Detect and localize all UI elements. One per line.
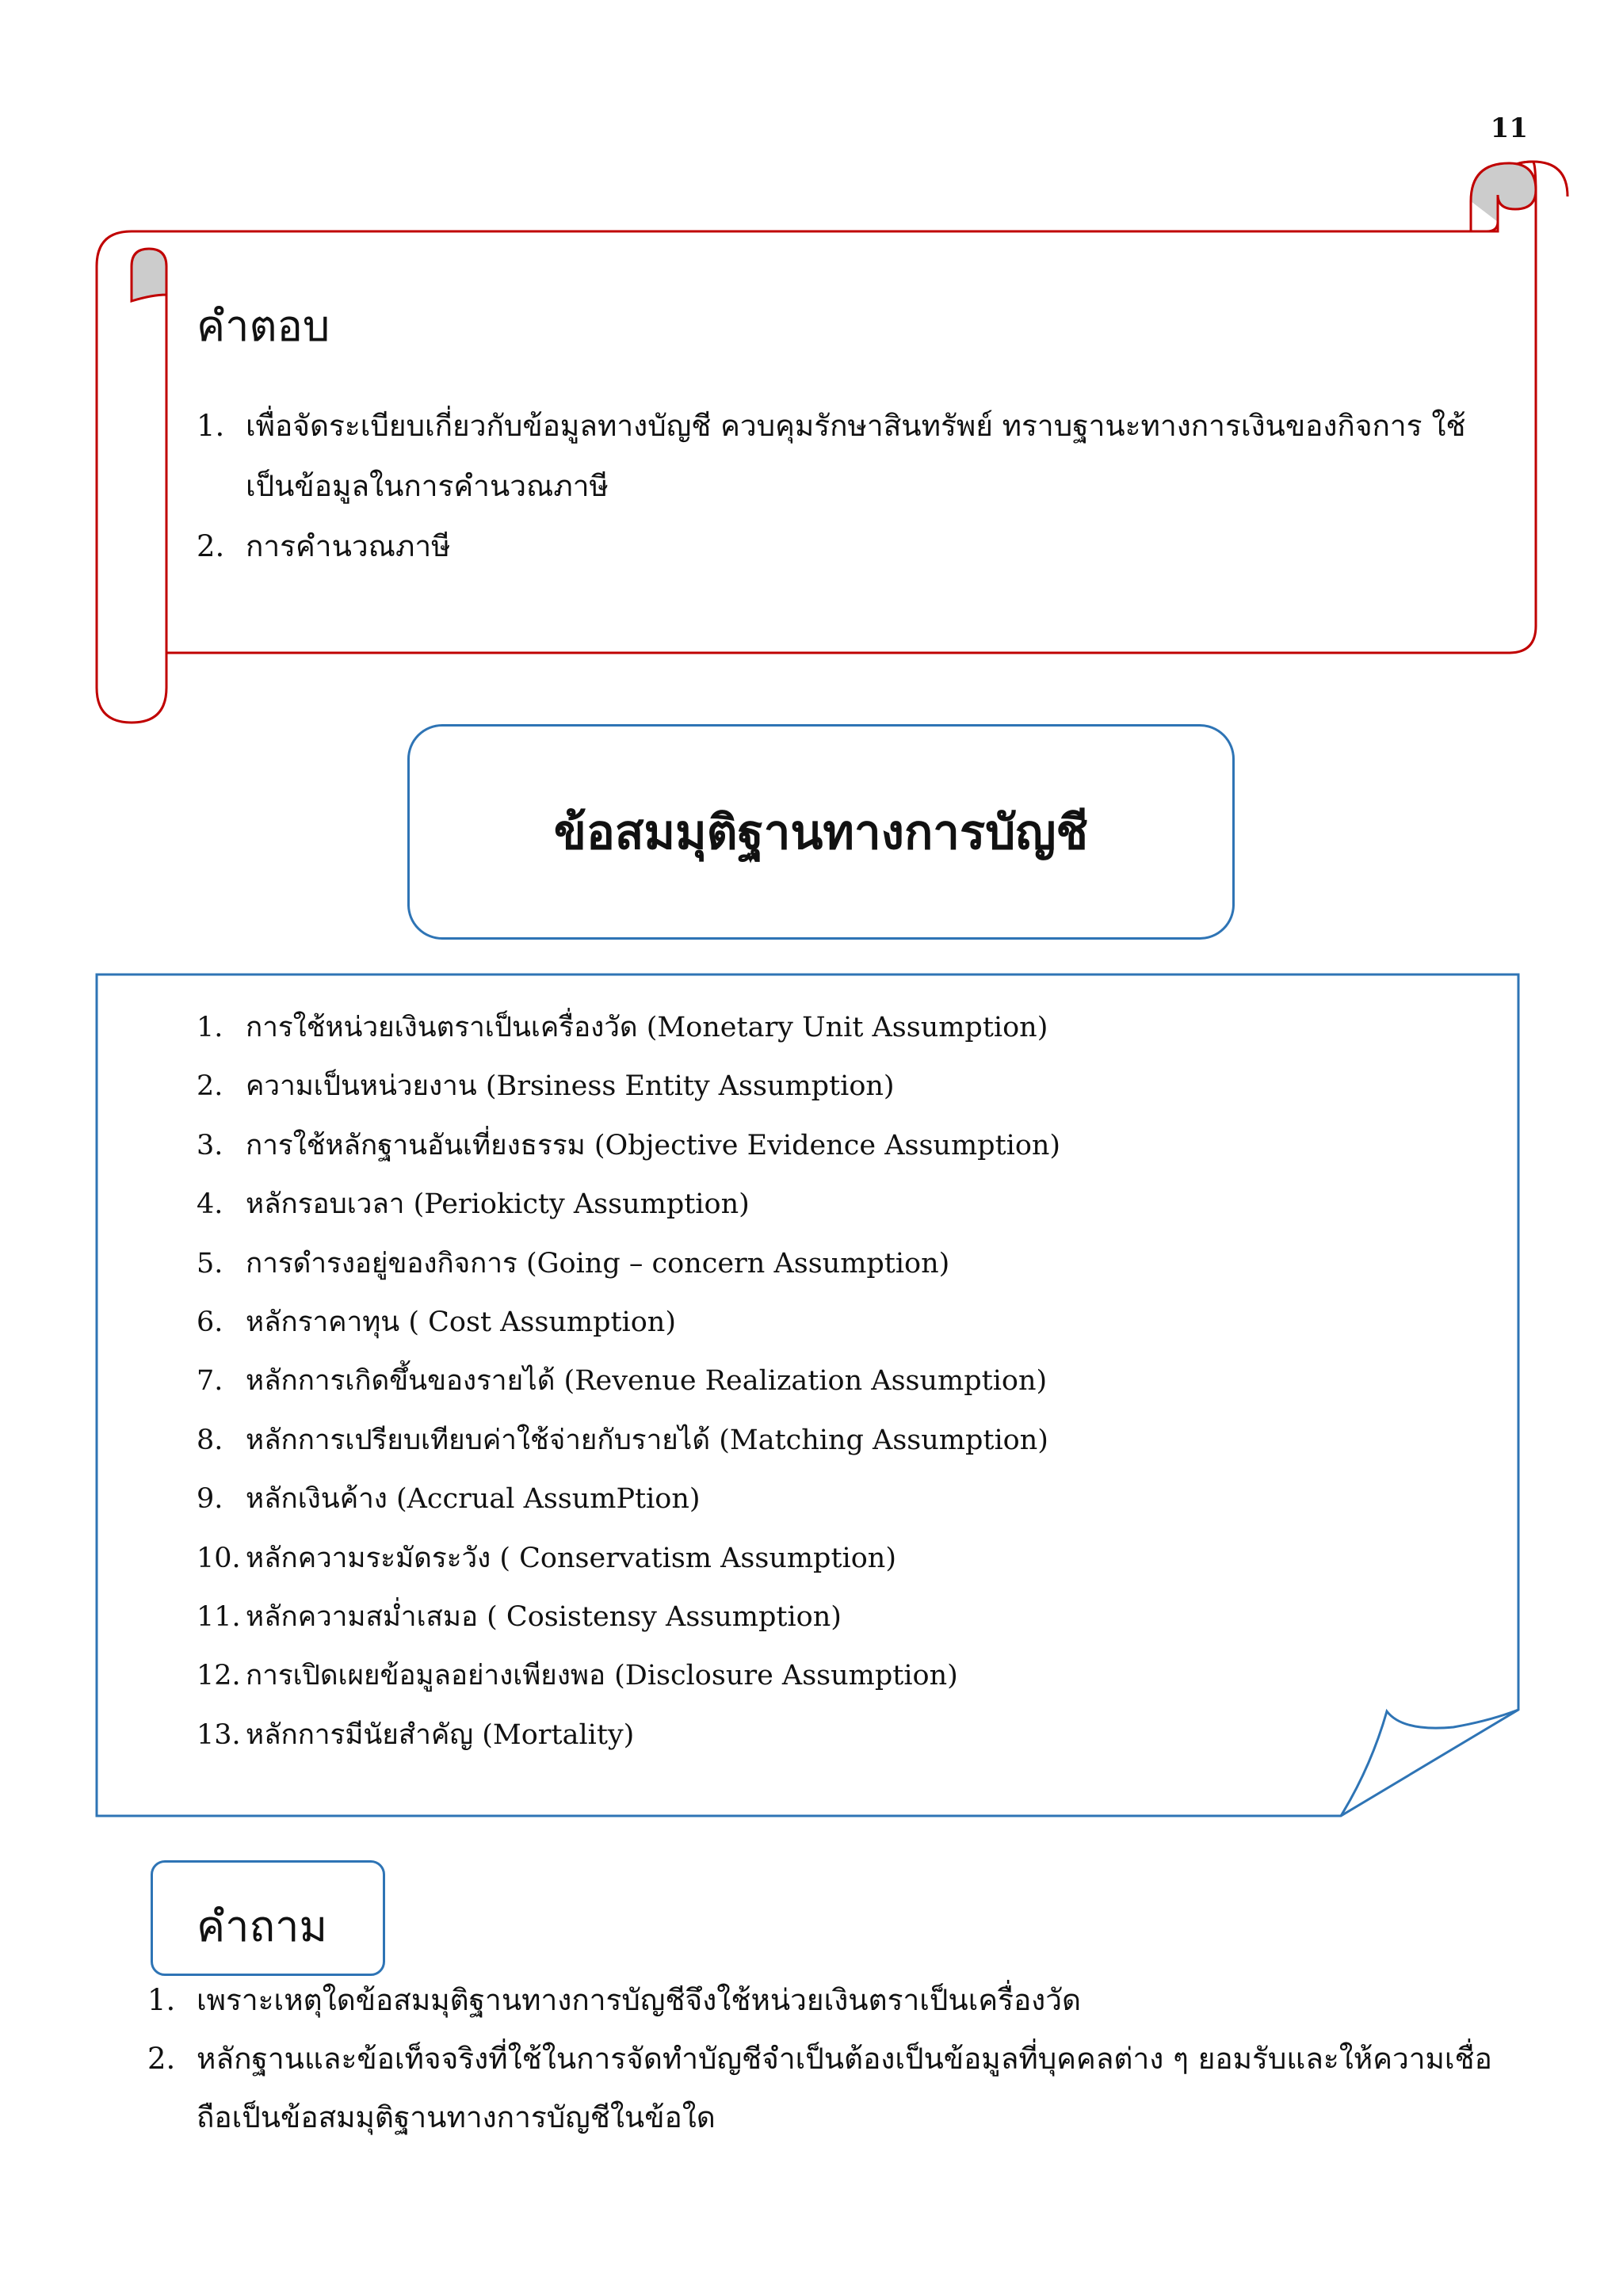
answer-item-text: การคำนวณภาษี: [246, 529, 451, 563]
answer-title: คำตอบ: [197, 301, 330, 351]
assumption-item: [197, 1352, 1385, 1410]
assumption-text: หลักเงินค้าง (Accrual AssumPtion): [246, 1483, 701, 1516]
assumption-item: [197, 1057, 1385, 1116]
assumption-text: หลักความระมัดระวัง ( Conservatism Assumption): [246, 1542, 896, 1574]
assumption-number: 6.: [197, 1306, 223, 1339]
assumption-number: 9.: [197, 1483, 223, 1516]
question-title: คำถาม: [197, 1901, 328, 1951]
assumption-text: การใช้หลักฐานอันเที่ยงธรรม (Objective Evidence Assumption): [246, 1129, 1061, 1161]
question-item: [147, 2030, 1510, 2147]
assumption-number: 2.: [197, 1070, 223, 1103]
assumption-item: [197, 1411, 1385, 1470]
assumption-number: 8.: [197, 1424, 223, 1456]
assumption-text: หลักราคาทุน ( Cost Assumption): [246, 1306, 676, 1339]
assumption-text: หลักรอบเวลา (Periokicty Assumption): [246, 1188, 750, 1221]
assumption-text: การใช้หน่วยเงินตราเป็นเครื่องวัด (Monetary Unit Assumption): [246, 1012, 1048, 1043]
assumption-item: [197, 1706, 1385, 1764]
assumption-text: หลักความสม่ำเสมอ ( Cosistensy Assumption): [246, 1601, 842, 1634]
assumption-number: 3.: [197, 1129, 223, 1161]
assumption-item: [197, 1588, 1385, 1646]
assumption-text: หลักการเปรียบเทียบค่าใช้จ่ายกับรายได้ (Matching Assumption): [246, 1424, 1048, 1456]
section-heading: ข้อสมมุติฐานทางการบัญชี: [407, 724, 1235, 940]
assumptions-list: [197, 998, 1385, 1764]
question-text: เพราะเหตุใดข้อสมมุติฐานทางการบัญชีจึงใช้หน่วยเงินตราเป็นเครื่องวัด: [197, 1983, 1082, 2017]
assumption-item: [197, 1234, 1385, 1293]
assumption-number: 1.: [197, 1012, 223, 1043]
assumption-text: หลักการมีนัยสำคัญ (Mortality): [246, 1718, 635, 1751]
question-number: 2.: [147, 2042, 176, 2076]
question-text: หลักฐานและข้อเท็จจริงที่ใช้ในการจัดทำบัญชีจำเป็นต้องเป็นข้อมูลที่บุคคลต่าง ๆ ยอมรับและให้ความเชื่อถือเป็นข้อสมมุติฐานทางการบัญชีในข้อใด: [197, 2042, 1492, 2134]
assumption-item: [197, 1529, 1385, 1588]
assumption-item: [197, 998, 1385, 1057]
answer-item-number: 2.: [197, 529, 225, 563]
assumption-item: [197, 1646, 1385, 1705]
assumption-number: 7.: [197, 1365, 223, 1398]
assumption-number: 12.: [197, 1660, 241, 1692]
page-number: 11: [1490, 113, 1528, 144]
assumption-text: การดำรงอยู่ของกิจการ (Going – concern Assumption): [246, 1247, 950, 1280]
assumption-number: 10.: [197, 1542, 241, 1574]
assumption-text: หลักการเกิดขึ้นของรายได้ (Revenue Realization Assumption): [246, 1365, 1048, 1398]
question-item: [147, 1971, 1510, 2030]
assumption-text: ความเป็นหน่วยงาน (Brsiness Entity Assumption): [246, 1070, 895, 1103]
assumption-item: [197, 1293, 1385, 1352]
assumption-item: [197, 1116, 1385, 1175]
answer-item-number: 1.: [197, 409, 225, 443]
question-number: 1.: [147, 1983, 176, 2017]
assumption-item: [197, 1175, 1385, 1234]
assumption-number: 13.: [197, 1718, 241, 1751]
assumption-number: 11.: [197, 1601, 241, 1634]
answer-item-text: เพื่อจัดระเบียบเกี่ยวกับข้อมูลทางบัญชี ควบคุมรักษาสินทรัพย์ ทราบฐานะทางการเงินของกิจการ ใช้เป็นข้อมูลในการคำนวณภาษี: [246, 409, 1466, 503]
question-list: [147, 1971, 1510, 2147]
assumption-number: 4.: [197, 1188, 223, 1221]
assumption-number: 5.: [197, 1247, 223, 1280]
assumption-item: [197, 1470, 1385, 1528]
assumption-text: การเปิดเผยข้อมูลอย่างเพียงพอ (Disclosure Assumption): [246, 1660, 958, 1692]
